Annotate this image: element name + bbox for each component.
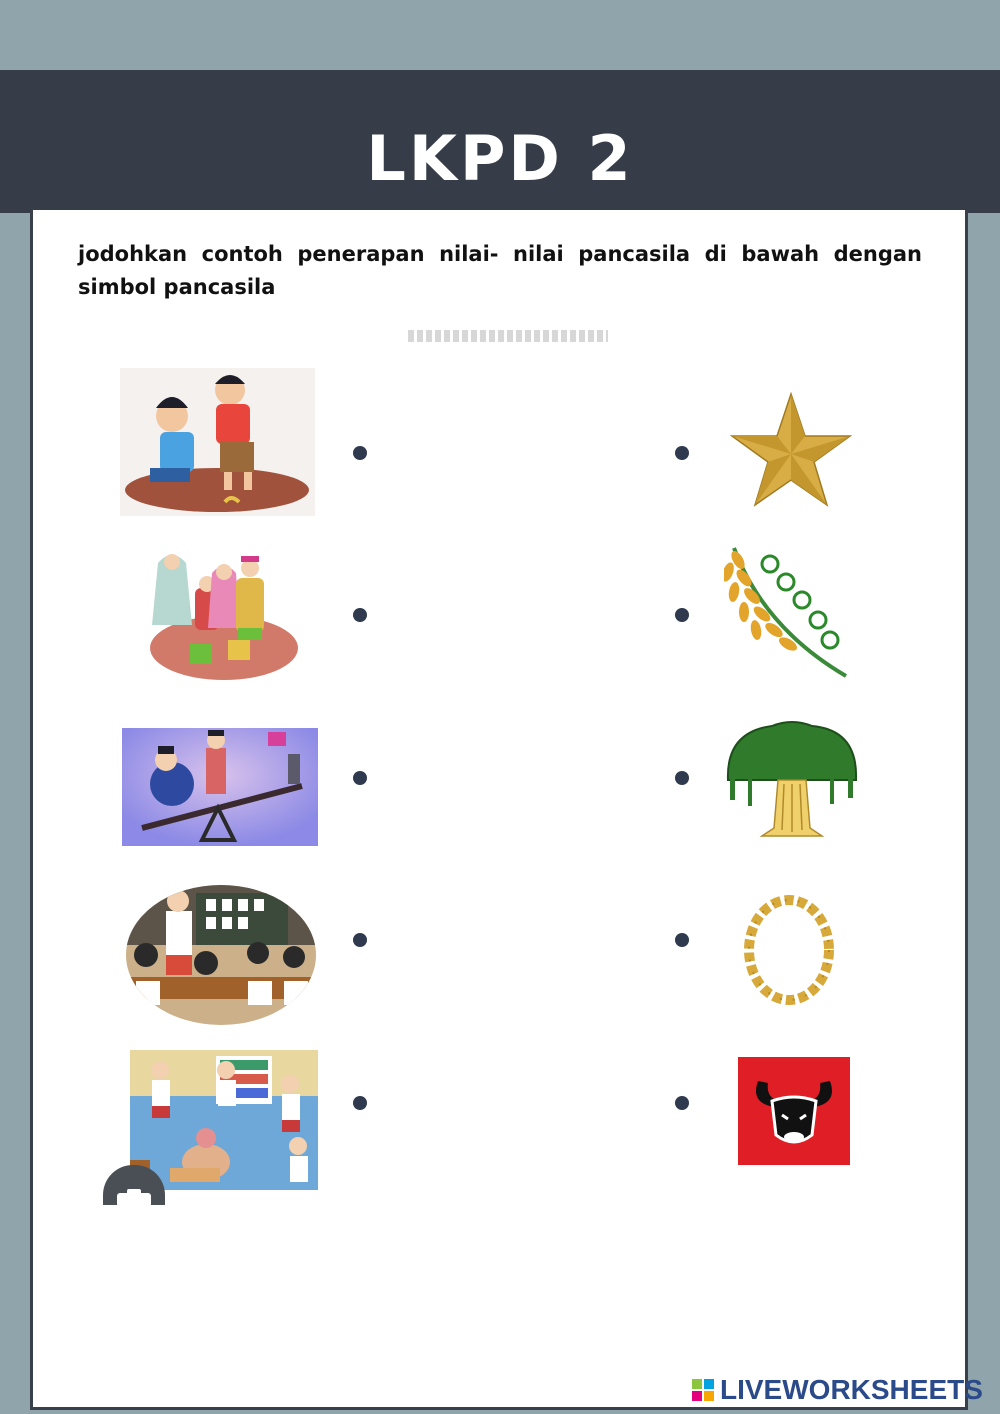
bull-head-icon <box>738 1057 850 1165</box>
helping-friend-picture <box>120 368 315 516</box>
left-dot-1[interactable] <box>353 446 367 460</box>
left-dot-3[interactable] <box>353 771 367 785</box>
chain-icon <box>740 892 838 1008</box>
right-dot-5[interactable] <box>675 1096 689 1110</box>
top-band <box>0 0 1000 70</box>
class-cleaning-picture <box>130 1050 318 1190</box>
liveworksheets-logo[interactable] <box>692 1375 983 1405</box>
family-praying-picture <box>150 548 298 690</box>
faded-caption <box>408 330 608 342</box>
right-dot-4[interactable] <box>675 933 689 947</box>
star-icon <box>730 392 852 508</box>
banyan-tree-icon <box>722 718 862 840</box>
right-dot-2[interactable] <box>675 608 689 622</box>
right-dot-1[interactable] <box>675 446 689 460</box>
seesaw-fairness-picture <box>122 728 318 846</box>
right-dot-3[interactable] <box>675 771 689 785</box>
instruction-text: jodohkan contoh penerapan nilai- nilai pancasila di bawah dengan simbol pancasila <box>78 242 922 299</box>
left-dot-4[interactable] <box>353 933 367 947</box>
brand-name: LIVEWORKSHEETS <box>720 1374 983 1405</box>
left-dot-5[interactable] <box>353 1096 367 1110</box>
rice-cotton-icon <box>724 538 850 680</box>
page-title: LKPD 2 <box>366 122 634 195</box>
logo-grid-icon <box>692 1379 714 1401</box>
left-dot-2[interactable] <box>353 608 367 622</box>
classroom-discussion-picture <box>126 885 316 1025</box>
